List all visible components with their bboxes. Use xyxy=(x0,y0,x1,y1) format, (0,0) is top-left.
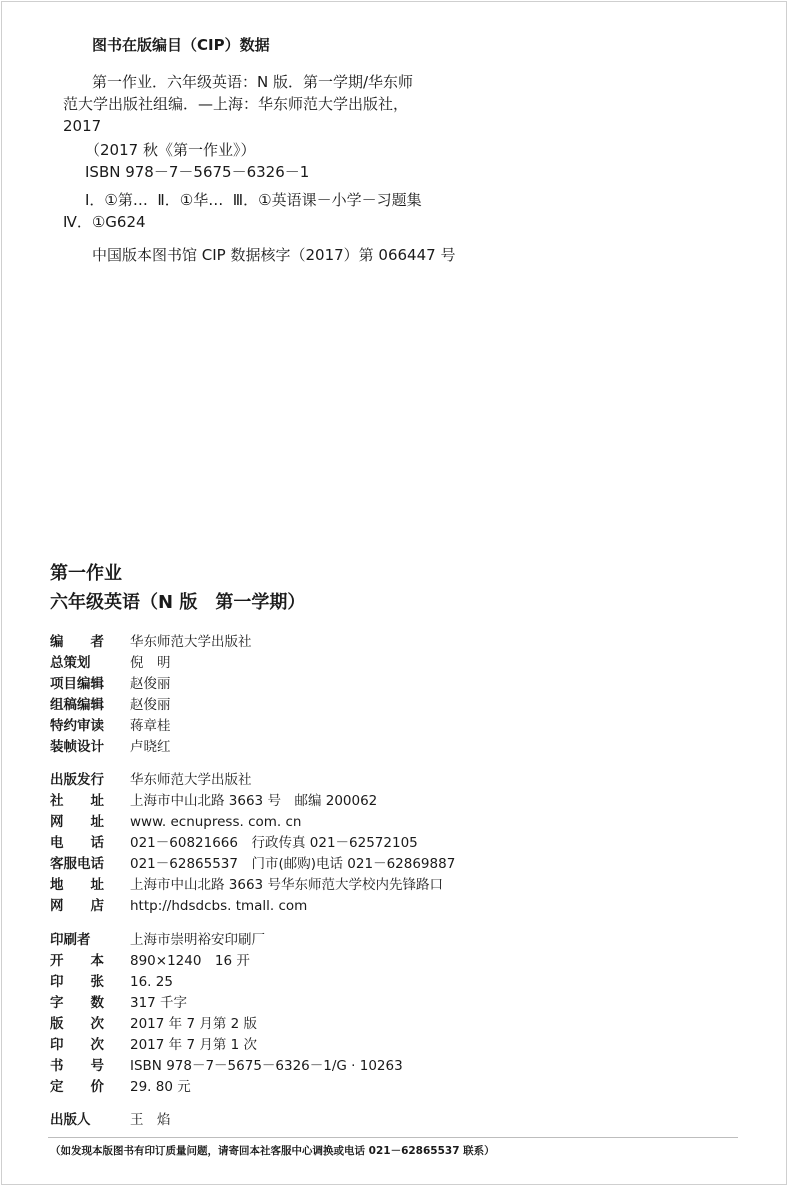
publisher-row xyxy=(50,791,378,811)
publisher-person-value: 王 焰 xyxy=(130,1112,171,1128)
publisher-label: 地 址 xyxy=(50,877,104,893)
book-subtitle: 六年级英语（N 版 第一学期） xyxy=(50,592,306,613)
cip-record-number: 中国版本图书馆 CIP 数据核字（2017）第 066447 号 xyxy=(92,246,456,264)
printing-row xyxy=(50,930,265,950)
printing-row xyxy=(50,1077,191,1097)
publisher-value: www. ecnupress. com. cn xyxy=(130,814,302,830)
credit-value: 华东师范大学出版社 xyxy=(130,634,252,650)
credit-row xyxy=(50,695,171,715)
publisher-label: 电 话 xyxy=(50,835,104,851)
printing-value: 2017 年 7 月第 2 版 xyxy=(130,1016,257,1032)
printing-value: 16. 25 xyxy=(130,974,173,990)
printing-label: 书 号 xyxy=(50,1058,104,1074)
printing-value: 29. 80 元 xyxy=(130,1079,191,1095)
publisher-row xyxy=(50,770,252,790)
publisher-label: 客服电话 xyxy=(50,856,104,872)
cip-isbn: ISBN 978－7－5675－6326－1 xyxy=(85,163,310,181)
publisher-label: 网 店 xyxy=(50,898,104,914)
credit-value: 赵俊丽 xyxy=(130,676,171,692)
printing-label: 字 数 xyxy=(50,995,104,1011)
credit-row xyxy=(50,716,171,736)
publisher-row xyxy=(50,833,418,853)
credit-label: 特约审读 xyxy=(50,718,104,734)
printing-row xyxy=(50,1035,257,1055)
publisher-value: 上海市中山北路 3663 号华东师范大学校内先锋路口 xyxy=(130,877,443,893)
printing-value: ISBN 978－7－5675－6326－1/G · 10263 xyxy=(130,1058,403,1074)
publisher-label: 出版发行 xyxy=(50,772,104,788)
publisher-row xyxy=(50,812,302,832)
publisher-value: 021－60821666 行政传真 021－62572105 xyxy=(130,835,418,851)
publisher-row xyxy=(50,854,456,874)
credit-value: 卢晓红 xyxy=(130,739,171,755)
printing-row xyxy=(50,1056,403,1076)
credit-label: 总策划 xyxy=(50,655,91,671)
printing-label: 印 次 xyxy=(50,1037,104,1053)
cip-line: 范大学出版社组编．—上海：华东师范大学出版社， xyxy=(63,95,409,113)
printing-label: 印刷者 xyxy=(50,932,91,948)
credit-row xyxy=(50,674,171,694)
publisher-label: 网 址 xyxy=(50,814,104,830)
publisher-value: 021－62865537 门市(邮购)电话 021－62869887 xyxy=(130,856,456,872)
printing-label: 开 本 xyxy=(50,953,104,969)
credit-row xyxy=(50,737,171,757)
credit-label: 项目编辑 xyxy=(50,676,104,692)
credit-row xyxy=(50,653,171,673)
publisher-row xyxy=(50,875,443,895)
printing-row xyxy=(50,1014,257,1034)
publisher-value: http://hdsdcbs. tmall. com xyxy=(130,898,308,914)
printing-value: 317 千字 xyxy=(130,995,188,1011)
credit-label: 编 者 xyxy=(50,634,104,650)
printing-row xyxy=(50,951,250,971)
publisher-person-label: 出版人 xyxy=(50,1112,91,1128)
credit-value: 倪 明 xyxy=(130,655,171,671)
printing-label: 定 价 xyxy=(50,1079,104,1095)
credit-value: 赵俊丽 xyxy=(130,697,171,713)
publisher-person-row xyxy=(50,1110,171,1130)
cip-classification: Ⅰ．①第… Ⅱ．①华… Ⅲ．①英语课－小学－习题集 xyxy=(85,191,422,209)
printing-value: 890×1240 16 开 xyxy=(130,953,250,969)
publisher-row xyxy=(50,896,308,916)
publisher-value: 华东师范大学出版社 xyxy=(130,772,252,788)
footer-divider xyxy=(48,1137,738,1138)
cip-line: 2017 xyxy=(63,117,102,135)
credit-label: 组稿编辑 xyxy=(50,697,104,713)
credit-label: 装帧设计 xyxy=(50,739,104,755)
printing-label: 印 张 xyxy=(50,974,104,990)
credit-row xyxy=(50,632,252,652)
printing-row xyxy=(50,993,188,1013)
cip-title: 图书在版编目（CIP）数据 xyxy=(92,36,270,54)
printing-value: 2017 年 7 月第 1 次 xyxy=(130,1037,257,1053)
publisher-label: 社 址 xyxy=(50,793,104,809)
cip-line: 第一作业．六年级英语：N 版．第一学期/华东师 xyxy=(92,73,414,91)
footer-note: （如发现本版图书有印订质量问题，请寄回本社客服中心调换或电话 021－62865537 联系） xyxy=(50,1145,495,1157)
printing-value: 上海市崇明裕安印刷厂 xyxy=(130,932,265,948)
cip-classification: Ⅳ．①G624 xyxy=(63,213,146,231)
cip-line: （2017 秋《第一作业》） xyxy=(85,141,256,159)
publisher-value: 上海市中山北路 3663 号 邮编 200062 xyxy=(130,793,378,809)
printing-label: 版 次 xyxy=(50,1016,104,1032)
credit-value: 蒋章桂 xyxy=(130,718,171,734)
printing-row xyxy=(50,972,173,992)
book-title: 第一作业 xyxy=(50,563,122,584)
